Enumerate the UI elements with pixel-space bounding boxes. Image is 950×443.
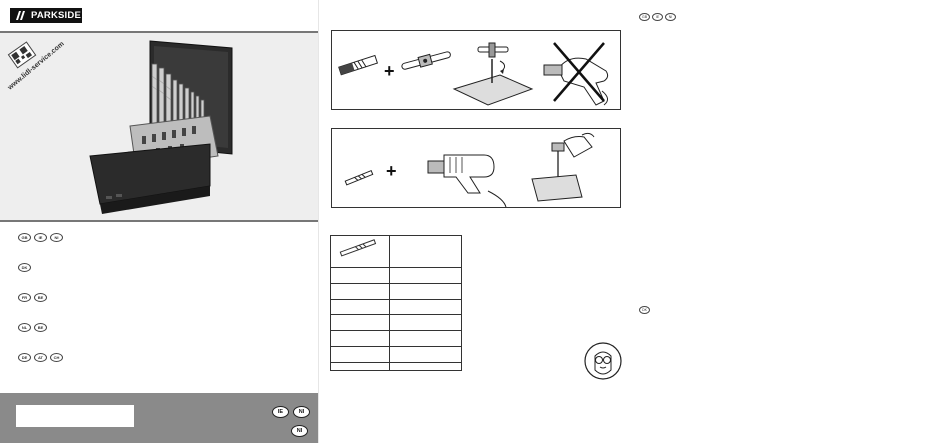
right-section-flag: [639, 298, 650, 316]
language-group-3: [18, 292, 47, 302]
brand-name: PARKSIDE: [31, 10, 81, 21]
tapping-illustration: [332, 31, 620, 109]
table-row: [331, 283, 461, 299]
table-row: [331, 268, 461, 284]
workpiece-tapping-icon: [454, 43, 532, 105]
cover-page: [0, 0, 318, 443]
flag-badge: IE: [652, 13, 663, 21]
language-group-2: [18, 262, 31, 272]
table-row: [331, 299, 461, 315]
table-row: [331, 346, 461, 362]
flag-badge: NL: [18, 323, 31, 332]
drill-bit-icon: [331, 236, 389, 262]
flag-badge: DE: [18, 353, 31, 362]
figure-tapping: [331, 30, 621, 110]
tap-bit-icon: [339, 55, 378, 74]
tap-wrench-icon: [401, 49, 452, 72]
page-fold: [318, 0, 319, 443]
flag-badge: DK: [18, 263, 31, 272]
table-header-value: [390, 236, 462, 268]
language-group-4: [18, 322, 47, 332]
flag-badge: BE: [34, 293, 47, 302]
drill-size-table: [330, 235, 462, 371]
workpiece-drilling-icon: [532, 133, 594, 201]
flag-badge: CH: [50, 353, 63, 362]
website-label: www.lidl-service.com: [6, 40, 66, 92]
svg-text:+: +: [384, 61, 395, 81]
flag-badge: FR: [18, 293, 31, 302]
table-row: [331, 362, 461, 370]
language-group-1: [18, 232, 63, 242]
table-row: [331, 331, 461, 347]
figure-drilling: [331, 128, 621, 208]
drilling-illustration: [332, 129, 620, 207]
flag-badge: GB: [639, 13, 650, 21]
table-row: [331, 315, 461, 331]
flag-badge: NI: [291, 425, 308, 437]
flag-badge: BE: [34, 323, 47, 332]
drill-bit-case-image: [80, 36, 240, 222]
flag-badge: NI: [50, 233, 63, 242]
footer-flags-row1: [272, 406, 310, 418]
flag-badge: AT: [34, 353, 47, 362]
flag-badge: IE: [272, 406, 289, 418]
drill-bit-icon: [345, 171, 372, 185]
no-power-drill-icon: [544, 43, 608, 105]
flag-badge: IE: [34, 233, 47, 242]
flag-badge: GB: [18, 233, 31, 242]
svg-text:+: +: [386, 161, 397, 181]
language-group-5: [18, 352, 63, 362]
flag-badge: NI: [665, 13, 676, 21]
table-header-bit: [331, 236, 390, 268]
flag-badge: NI: [293, 406, 310, 418]
footer-flags-row2: [291, 419, 308, 437]
flag-badge: DK: [639, 306, 650, 314]
power-drill-icon: [428, 155, 506, 207]
right-header-flags: [639, 13, 676, 21]
parkside-logo: [10, 8, 82, 23]
logo-stripes-icon: [14, 11, 28, 20]
ian-label-box: [16, 405, 134, 427]
website-label-graphic: [2, 40, 82, 100]
safety-goggles-icon: [584, 342, 622, 380]
